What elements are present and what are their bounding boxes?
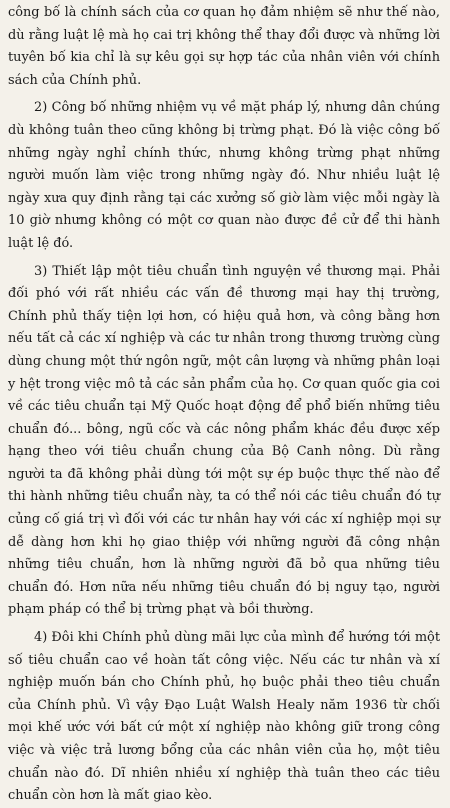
paragraph-item-4: 4) Đôi khi Chính phủ dùng mãi lực của mình để hướng tới một số tiêu chuẩn cao về hoàn tất công việc. Nếu các tư nhân và xí nghiệp muốn bán cho Chính phủ, họ buộc phải theo tiêu chuẩn của Chính phủ. Vì vậy Đạo Luật Walsh Healy năm 1936 từ chối mọi khế ước với bất cứ một xí nghiệp nào không giữ trong công việc và việc trả lương bổng của các nhân viên của họ, một tiêu chuẩn nào đó. Dĩ nhiên nhiều xí nghiệp thà tuân theo các tiêu chuẩn còn hơn là mất giao kèo. [8, 630, 440, 804]
paragraph-continuation: công bố là chính sách của cơ quan họ đảm nhiệm sẽ như thế nào, dù rằng luật lệ mà họ cai trị không thể thay đổi được và những lời tuyên bố kia chỉ là sự kêu gọi sự hợp tác của nhân viên với chính sách của Chính phủ. [8, 5, 440, 88]
paragraph-item-3: 3) Thiết lập một tiêu chuẩn tình nguyện về thương mại. Phải đối phó với rất nhiều các vấn đề thương mại hay thị trường, Chính phủ thấy tiện lợi hơn, có hiệu quả hơn, và công bằng hơn nếu tất cả các xí nghiệp và các tư nhân trong thương trường cùng dùng chung một thứ ngôn ngữ, một cân lượng và những phân loại y hệt trong việc mô tả các sản phẩm của họ. Cơ quan quốc gia coi về các tiêu chuẩn tại Mỹ Quốc hoạt động để phổ biến những tiêu chuẩn đó... bông, ngũ cốc và các nông phẩm khác đều được xếp hạng theo với tiêu chuẩn chung của Bộ Canh nông. Dù rằng người ta đã không phải dùng tới một sự ép buộc thực thế nào để thi hành những tiêu chuẩn này, ta có thể nói các tiêu chuẩn đó tự củng cố giá trị vì đối với các tư nhân hay với các xí nghiệp mọi sự dễ dàng hơn khi họ giao thiệp với những người đã công nhận những tiêu chuẩn, hơn là những người đã bỏ qua những tiêu chuẩn đó. Hơn nữa nếu những tiêu chuẩn đó bị nguy tạo, người phạm pháp có thể bị trừng phạt và bồi thường. [8, 263, 440, 618]
paragraph-item-2: 2) Công bố những nhiệm vụ về mặt pháp lý, nhưng dân chúng dù không tuân theo cũng không bị trừng phạt. Đó là việc công bố những ngày nghỉ chính thức, nhưng không trừng phạt những người muốn làm việc trong những ngày đó. Như nhiều luật lệ ngày xưa quy định rằng tại các xưởng số giờ làm việc mỗi ngày là 10 giờ nhưng không có một cơ quan nào được đề cử để thi hành luật lệ đó. [8, 100, 440, 251]
